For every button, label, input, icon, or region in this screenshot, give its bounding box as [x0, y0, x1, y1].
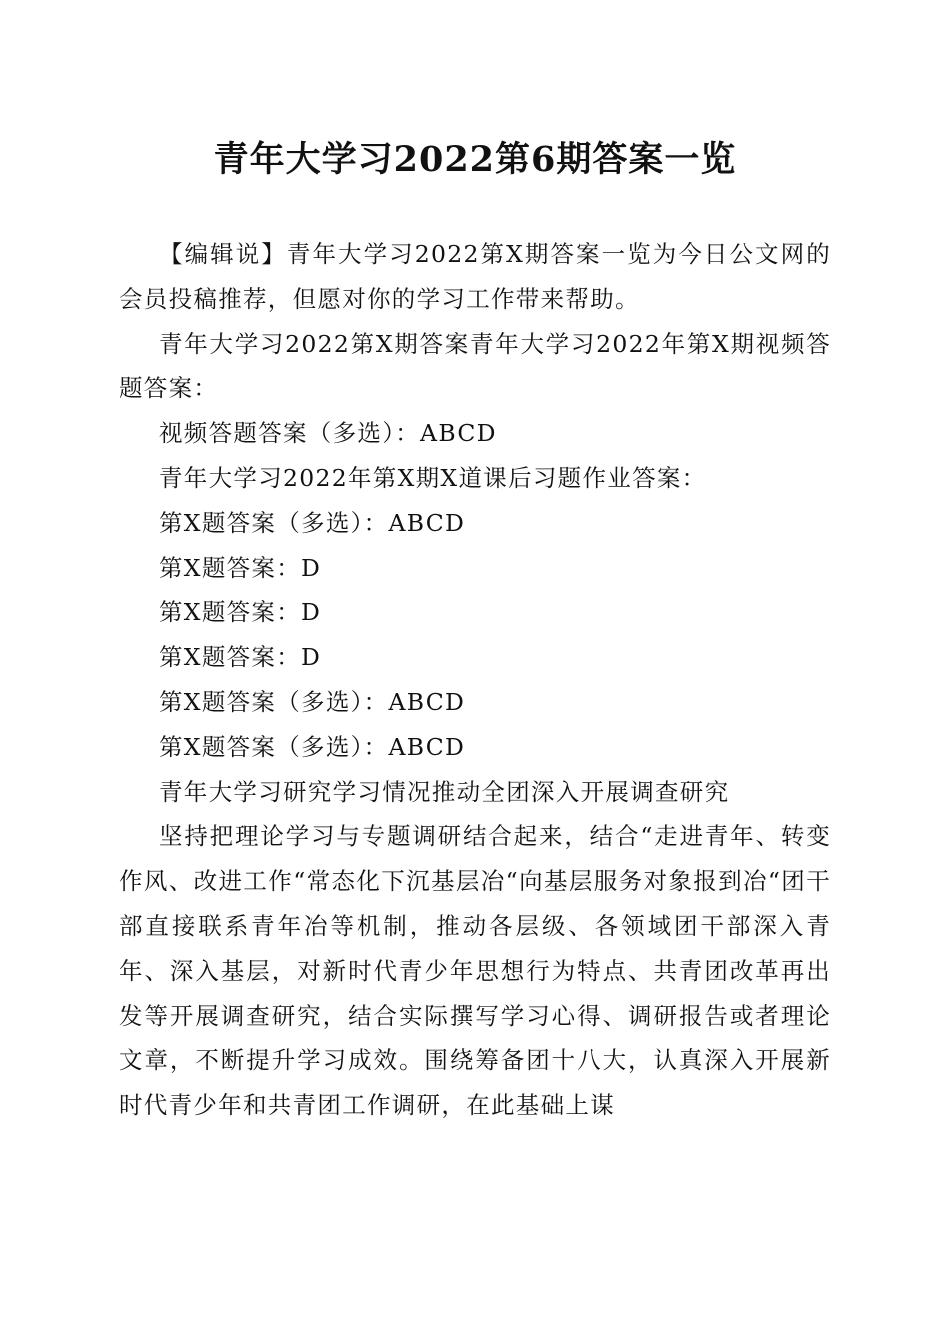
document-body: [119, 232, 831, 1128]
video-answer-heading: 青年大学习2022第X期答案青年大学习2022年第X期视频答题答案：: [119, 329, 831, 403]
answer-line: 第X题答案：D: [159, 643, 322, 672]
editor-note-paragraph: 【编辑说】青年大学习2022第X期答案一览为今日公文网的会员投稿推荐，但愿对你的学习工作带来帮助。: [119, 240, 831, 313]
body-paragraph: 坚持把理论学习与专题调研结合起来，结合“走进青年、转变作风、改进工作“常态化下沉基层冶“向基层服务对象报到冶“团干部直接联系青年冶等机制，推动各层级、各领域团干部深入青年、深入基层，对新时代青少年思想行为特点、共青团改革再出发等开展调查研究，结合实际撰写学习心得、调研报告或者理论文章，不断提升学习成效。围绕筹备团十八大，认真深入开展新时代青少年和共青团工作调研，在此基础上谋: [119, 822, 831, 1120]
answer-line: 第X题答案：D: [159, 553, 322, 582]
document-title: 青年大学习2022第6期答案一览: [213, 139, 737, 180]
video-answer-line: 视频答题答案（多选）：ABCD: [159, 419, 497, 448]
answer-line: 第X题答案（多选）：ABCD: [159, 732, 466, 761]
answer-line: 第X题答案（多选）：ABCD: [159, 687, 466, 716]
answer-line: 第X题答案：D: [159, 598, 322, 627]
homework-answer-heading: 青年大学习2022年第X期X道课后习题作业答案：: [159, 463, 707, 492]
answer-line: 第X题答案（多选）：ABCD: [159, 508, 466, 537]
section-heading-paragraph: 青年大学习研究学习情况推动全团深入开展调查研究: [159, 777, 730, 806]
